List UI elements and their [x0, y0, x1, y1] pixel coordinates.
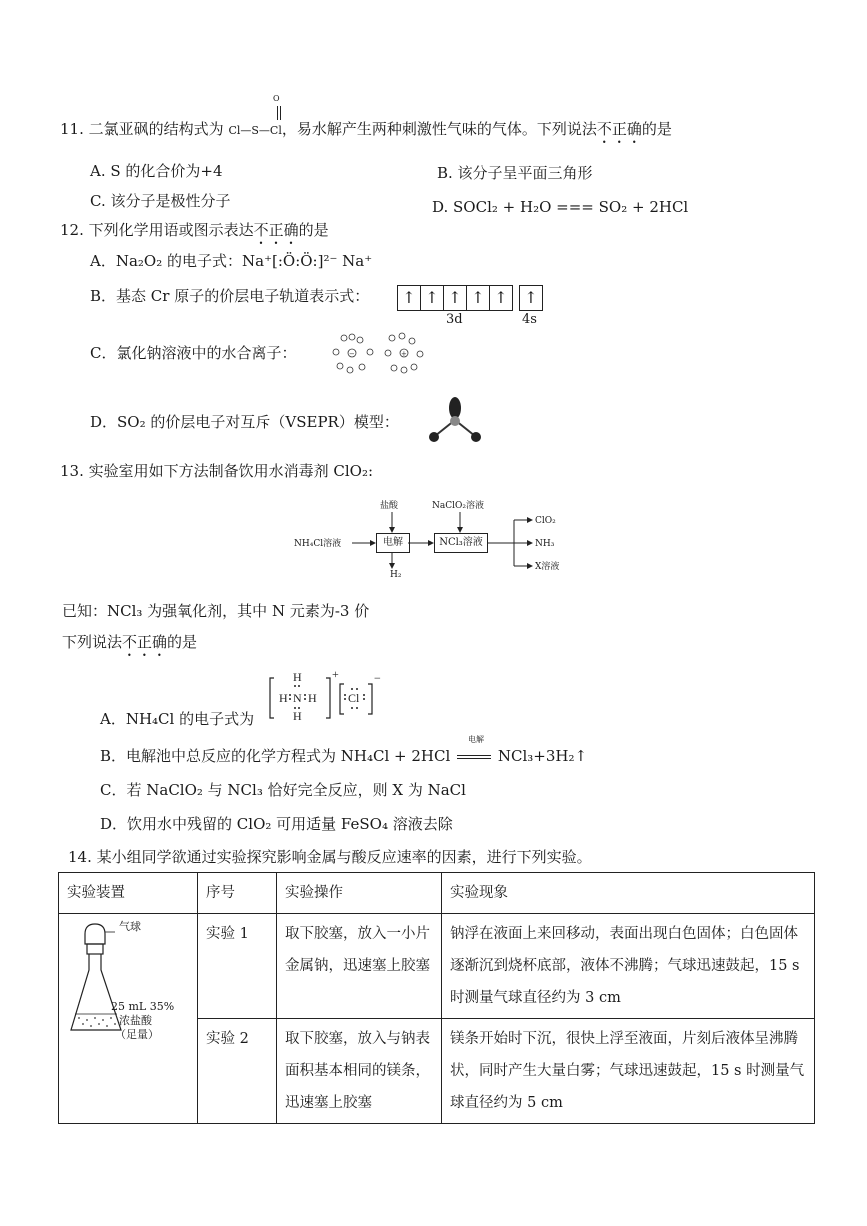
- flow-prod-nh3: NH₃: [535, 539, 555, 549]
- svg-text:H: H: [293, 670, 302, 684]
- condition-electrolysis: 电解: [468, 735, 484, 744]
- hydrated-ion-diagram: [330, 332, 430, 376]
- orbital-box: ↑: [397, 285, 421, 311]
- q13-option-d: D．饮用水中残留的 ClO₂ 可用适量 FeSO₄ 溶液去除: [100, 815, 453, 833]
- q13-option-b: B．电解池中总反应的化学方程式为 NH₄Cl + 2HCl NCl₃+3H₂↑: [100, 747, 588, 765]
- q12-option-a: A．Na₂O₂ 的电子式：Na⁺[:Ö:Ö:]²⁻ Na⁺: [90, 252, 373, 270]
- orbital-diagram-4s: [520, 285, 543, 311]
- svg-text:H: H: [308, 691, 317, 705]
- q11-option-a: A. S 的化合价为+4: [90, 162, 223, 180]
- q12-option-b-label: B．基态 Cr 原子的价层电子轨道表示式：: [90, 287, 370, 305]
- svg-text:Cl: Cl: [348, 691, 360, 705]
- struct-formula: Cl—S—Cl: [228, 124, 282, 137]
- flow-prod-x: X溶液: [535, 562, 560, 572]
- vsepr-model-icon: [424, 396, 484, 446]
- q13-option-c: C．若 NaClO₂ 与 NCl₃ 恰好完全反应，则 X 为 NaCl: [100, 781, 466, 799]
- q11-option-d: D. SOCl₂ + H₂O === SO₂ + 2HCl: [432, 198, 689, 216]
- flow-prod-clo2: ClO₂: [535, 516, 556, 526]
- flow-reagent-naclo2: NaClO₂溶液: [432, 501, 484, 511]
- q11-option-c: C. 该分子是极性分子: [90, 192, 231, 210]
- struct-oxygen: O: [273, 94, 280, 103]
- svg-text:+: +: [332, 667, 339, 681]
- row-observation: 钠浮在液面上来回移动，表面出现白色固体；白色固体逐渐沉到烧杯底部，液体不沸腾；气球迅速鼓起，15 s 时测量气球直径约为 3 cm: [442, 914, 815, 1019]
- flow-chart: [290, 500, 580, 582]
- label-volume: 25 mL 35%: [111, 1000, 175, 1013]
- label-excess: （足量）: [115, 1028, 159, 1041]
- orbital-box: ↑: [420, 285, 444, 311]
- nh4cl-electron-formula: [268, 668, 380, 724]
- label-3d: 3d: [446, 312, 463, 327]
- flow-box-ncl3: NCl₃溶液: [434, 533, 488, 553]
- experiment-table: [58, 872, 815, 1124]
- row-id: 实验 2: [198, 1019, 277, 1124]
- row-operation: 取下胶塞，放入一小片金属钠，迅速塞上胶塞: [277, 914, 442, 1019]
- svg-text:+: +: [401, 350, 407, 358]
- na2o2-electron-formula: Na⁺[:Ö:Ö:]²⁻ Na⁺: [242, 252, 373, 270]
- header-observation: 实验现象: [442, 873, 815, 914]
- q13-option-a: A．NH₄Cl 的电子式为: [100, 710, 255, 728]
- svg-text:−: −: [349, 350, 355, 358]
- orbital-box: ↑: [489, 285, 513, 311]
- header-apparatus: 实验装置: [59, 873, 198, 914]
- svg-text:N: N: [293, 691, 302, 705]
- label-acid: 浓盐酸: [119, 1014, 152, 1027]
- orbital-box: ↑: [519, 285, 543, 311]
- svg-text:−: −: [374, 671, 381, 685]
- label-4s: 4s: [522, 312, 537, 327]
- apparatus-cell: [59, 914, 198, 1124]
- row-id: 实验 1: [198, 914, 277, 1019]
- equation-arrow: [457, 755, 491, 759]
- flow-out-h2: H₂: [390, 570, 402, 580]
- q13-stem: 13. 实验室用如下方法制备饮用水消毒剂 ClO₂:: [60, 462, 374, 480]
- struct-double-bond: [277, 106, 278, 120]
- q14-stem: 14. 某小组同学欲通过实验探究影响金属与酸反应速率的因素，进行下列实验。: [68, 848, 592, 866]
- table-header-row: [59, 873, 815, 914]
- q13-known: 已知：NCl₃ 为强氧化剂，其中 N 元素为-3 价: [62, 602, 370, 620]
- orbital-diagram-3d: [398, 285, 513, 311]
- header-id: 序号: [198, 873, 277, 914]
- flow-input: NH₄Cl溶液: [294, 539, 342, 549]
- orbital-box: ↑: [443, 285, 467, 311]
- q12-option-d-label: D．SO₂ 的价层电子对互斥（VSEPR）模型：: [90, 413, 399, 431]
- orbital-box: ↑: [466, 285, 490, 311]
- table-row: [59, 914, 815, 1019]
- flow-box-electrolysis: 电解: [376, 533, 410, 553]
- q12-stem: 12. 下列化学用语或图示表达不正确的是: [60, 221, 329, 239]
- header-operation: 实验操作: [277, 873, 442, 914]
- struct-double-bond-2: [280, 106, 281, 120]
- flow-arrows: [290, 500, 580, 582]
- svg-text:H: H: [293, 709, 302, 723]
- q11-stem: 11. 二氯亚砜的结构式为 Cl—S—Cl，易水解产生两种刺激性气味的气体。下列说法不正确的是: [60, 120, 672, 138]
- q11-option-b: B. 该分子呈平面三角形: [437, 164, 593, 182]
- q13-ask: 下列说法不正确的是: [62, 633, 198, 651]
- q12-option-c-label: C．氯化钠溶液中的水合离子：: [90, 344, 297, 362]
- svg-text:H: H: [279, 691, 288, 705]
- flask-diagram: [67, 922, 127, 1040]
- label-balloon: 气球: [119, 920, 141, 933]
- row-observation: 镁条开始时下沉，很快上浮至液面，片刻后液体呈沸腾状，同时产生大量白雾；气球迅速鼓起，15 s 时测量气球直径约为 5 cm: [442, 1019, 815, 1124]
- row-operation: 取下胶塞，放入与钠表面积基本相同的镁条，迅速塞上胶塞: [277, 1019, 442, 1124]
- flow-reagent-hcl: 盐酸: [380, 501, 399, 511]
